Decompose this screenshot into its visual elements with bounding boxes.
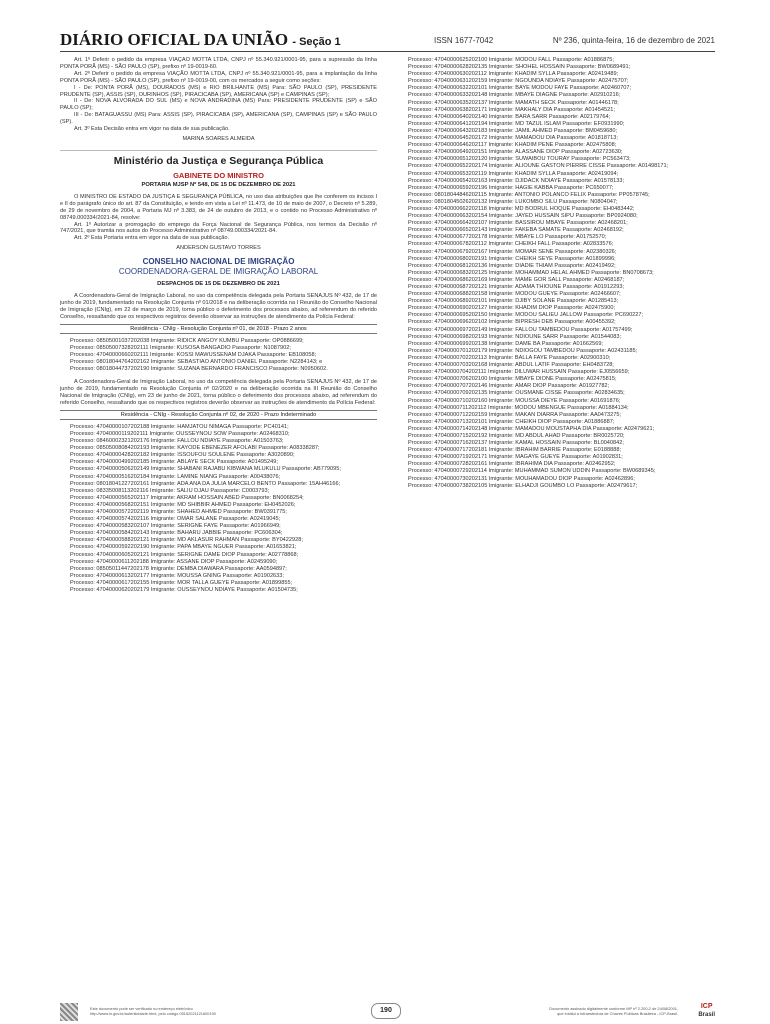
header-divider — [60, 51, 715, 52]
verification-line-2: http://www.in.gov.br/autenticidade.html, pelo código 05152021121600190 — [90, 1011, 216, 1016]
record-entry: Processo: 47040000689202101 Imigrante: DJIBY SOLANE Passaporte: A01285413; — [408, 298, 619, 305]
record-entry: Processo: 47040000706202100 Imigrante: MBAYE DIONE Passaporte: A02475815; — [408, 376, 617, 383]
record-entry: Processo: 47040000660202111 Imigrante: KOSSI MAWUSSENAM DJAKA Passaporte: EB108058; — [70, 351, 317, 358]
record-entry: Processo: 47040000665202143 Imigrante: FAKEBA SAMATE Passaporte: A02468192; — [408, 227, 624, 234]
record-entry: Processo: 47040000704202111 Imigrante: DILUWAR HUSSAIN Passaporte: EJ0556659; — [408, 369, 630, 376]
record-entry: Processo: 47040000730202131 Imigrante: MOUHAMADOU DIOP Passaporte: A02462896; — [408, 475, 635, 482]
record-entry: Processo: 08335008113202116 Imigrante: SALIU DJAU Passaporte: C0003793; — [70, 487, 270, 494]
paragraph: Art. 2º Esta Portaria entra em vigor na data de sua publicação. — [74, 235, 230, 242]
record-entry: Processo: 47040000713202101 Imigrante: CHEIKH DIOP Passaporte: A01886887; — [408, 418, 615, 425]
record-entry: Processo: 47040000632202101 Imigrante: BAYE MODOU FAYE Passaporte: A02460707; — [408, 85, 632, 92]
record-entry: Processo: 47040000613202177 Imigrante: MOUSSA GNING Passaporte: A01902633; — [70, 572, 284, 579]
record-entry: Processo: 47040000611202188 Imigrante: ASSANE DIOP Passaporte: A02459090; — [70, 558, 278, 565]
issn: ISSN 1677-7042 — [434, 36, 494, 45]
record-entry: Processo: 47040000716202137 Imigrante: KAMAL HOSSAIN Passaporte: BL0040842; — [408, 440, 624, 447]
record-entry: Processo: 08505007328202111 Imigrante: KUSOSA BANGADIO Passaporte: N1087902; — [70, 344, 291, 351]
qr-code-icon — [60, 1003, 78, 1021]
record-entry: Processo: 47040000729202114 Imigrante: MUHAMMAD SUMON UDDIN Passaporte: BW0689345; — [408, 468, 656, 475]
record-entry: Processo: 47040000686202169 Imigrante: MAME GOR SALL Passaporte: A02468187; — [408, 276, 625, 283]
record-entry: Processo: 47040000638202171 Imigrante: MAKHALY DIA Passaporte: A01454521; — [408, 106, 615, 113]
record-entry: Processo: 47040000688202158 Imigrante: MODOU GUEYE Passaporte: A02466607; — [408, 291, 621, 298]
record-entry: Processo: 47040000645202172 Imigrante: MAMADOU DIA Passaporte: A01818713; — [408, 135, 618, 142]
record-entry: Processo: 47040000683202125 Imigrante: MOHAMMAD HELAL AHMED Passaporte: BN0708673; — [408, 269, 654, 276]
records-list-3 — [398, 57, 715, 490]
record-entry: Processo: 47040000719202171 Imigrante: MAGAYE GUEYE Passaporte: A01902831; — [408, 454, 623, 461]
coordination-heading: COORDENADORA-GERAL DE IMIGRAÇÃO LABORAL — [118, 267, 319, 277]
paragraph: Art. 2º Deferir o pedido da empresa VIAÇÃO MOTTA LTDA, CNPJ nº 55.340.921/0001-95, para a implantação da linha PONTA PORÃ (MS) - SÃO PAULO (SP), prefixo nº 19-0019-00, com os mercados a seguir como seções: — [60, 70, 377, 84]
newspaper-title — [60, 30, 341, 50]
verification-note — [90, 1006, 216, 1016]
signature-note — [492, 1006, 678, 1016]
paragraph: Art. 1º Deferir o pedido da empresa VIAÇÃO MOTTA LTDA, CNPJ nº 55.340.921/0001-95, para a supressão da linha PONTA PORÃ (MS) - SÃO PAULO (SP), prefixo nº 19-0019-60. — [60, 57, 377, 70]
record-entry: Processo: 47040000698202193 Imigrante: NDIOUNE SARR Passaporte: A01544083; — [408, 333, 622, 340]
record-entry: Processo: 47040000428202182 Imigrante: ISSOUFOU SOULENE Passaporte: A3020890; — [70, 452, 295, 459]
record-entry: Processo: 47040000635202137 Imigrante: MAMATH SECK Passaporte: A01446178; — [408, 99, 619, 106]
icp-sub: Brasil — [698, 1012, 715, 1018]
newspaper-name: DIÁRIO OFICIAL DA UNIÃO — [60, 30, 289, 49]
record-entry: Processo: 08018044764202162 Imigrante: SEBASTIAO ANTONIO DANIEL Passaporte: N2284143; e — [70, 359, 323, 366]
record-entry: Processo: 47040000630202112 Imigrante: KHADIM SYLLA Passaporte: A02419489; — [408, 71, 619, 78]
resolution-box-1: Residência - CNIg - Resolução Conjunta nº 01, de 2018 - Prazo 2 anos — [60, 324, 377, 334]
signature-marina: MARINA SOARES ALMEIDA — [182, 135, 255, 142]
record-entry: Processo: 47040000565202117 Imigrante: AKRAM HOSSAIN ABED Passaporte: BN0068254; — [70, 494, 304, 501]
record-entry: Processo: 47040000628202135 Imigrante: SHOHEL HOSSAIN Passaporte: BW0689491; — [408, 64, 631, 71]
intro-paragraphs — [60, 57, 377, 133]
record-entry: Processo: 08018045026202132 Imigrante: LUKOMBO SILU Passaporte: N0804047; — [408, 198, 618, 205]
record-entry: Processo: 08460002321202176 Imigrante: FALLOU NDIAYE Passaporte: A01503763; — [70, 438, 284, 445]
page-number: 190 — [371, 1003, 401, 1019]
record-entry: Processo: 47040000715202192 Imigrante: MD ABDUL AHAD Passaporte: BR0025720; — [408, 432, 625, 439]
page-header — [60, 30, 715, 50]
record-entry: Processo: 47040000625202100 Imigrante: MODOU FALL Passaporte: A01886875; — [408, 57, 614, 63]
record-entry: Processo: 47040000710202160 Imigrante: MOUSSA DIEYE Passaporte: A01691876; — [408, 397, 621, 404]
record-entry: Processo: 47040000641202194 Imigrante: MD TAZUL ISLAM Passaporte: EF0931990; — [408, 120, 625, 127]
council-heading: CONSELHO NACIONAL DE IMIGRAÇÃO — [142, 257, 295, 267]
record-entry: Processo: 47040000651202120 Imigrante: SUWAIBOU TOURAY Passaporte: PC563473; — [408, 156, 631, 163]
portaria-paragraphs — [60, 194, 377, 242]
record-entry: Processo: 47040000506202149 Imigrante: SHABANI RAJABU KIBWANA MLUKULU Passaporte: AB779095; — [70, 466, 341, 473]
record-entry: Processo: 47040000653202119 Imigrante: KHADIM SYLLA Passaporte: A02419094; — [408, 170, 619, 177]
record-entry: Processo: 47040000617202155 Imigrante: MOR TALLA GUEYE Passaporte: A01899855; — [70, 579, 293, 586]
record-entry: Processo: 47040000646202117 Imigrante: KHADIM PENE Passaporte: A02475808; — [408, 142, 617, 149]
dispatch-paragraph-1: A Coordenadora-Geral de Imigração Laboral, no uso da competência delegada pela Portaria SENAJUS Nº 432, de 17 de junho de 2019, fundamentado na Resolução Conjunta nº 01/2018 e na deliberação ocorrida na I Reunião do Conselho Nacional de Imigração (CNIg), em 22 de março de 2019, torna público o deferimento dos processos abaixo, ad referendum do referido Conselho, ressaltando que os respectivos registros deverão observar as instruções de atendimento da Polícia Federal: — [60, 293, 377, 320]
portaria-title: PORTARIA MJSP Nº 548, DE 15 DE DEZEMBRO DE 2021 — [141, 181, 296, 188]
signature-line-1: Documento assinado digitalmente conforme MP nº 2.200-2 de 24/08/2001, — [549, 1006, 678, 1011]
record-entry: Processo: 47040000663202154 Imigrante: JAYED HUSSAIN SIPU Passaporte: BP0924080; — [408, 213, 638, 220]
records-list-1 — [60, 338, 377, 373]
record-entry: Processo: 47040000678202112 Imigrante: CHEIKH FALL Passaporte: A02833576; — [408, 241, 614, 248]
paragraph: III - De: BATAGUASSU (MS) Para: ASSIS (SP), PIRACICABA (SP), AMERICANA (SP), CAMPINAS (SP) e SÃO PAULO (SP). — [60, 112, 377, 126]
record-entry: Processo: 47040000654202163 Imigrante: DJIDACK NDIAYE Passaporte: A01578133; — [408, 177, 625, 184]
record-entry: Processo: 47040000584202143 Imigrante: BAHARU JABBIE Passaporte: PC606304; — [70, 530, 283, 537]
right-column — [398, 57, 715, 1002]
record-entry: Processo: 47040000631202159 Imigrante: NGOUNDA NDIAYE Passaporte: A02475707; — [408, 78, 629, 85]
paragraph: Art. 3º Esta Decisão entra em vigor na data de sua publicação. — [74, 126, 230, 133]
record-entry: Processo: 47040000681202136 Imigrante: DIADIE THIAM Passaporte: A02419492; — [408, 262, 616, 269]
verification-line-1: Este documento pode ser verificado no endereço eletrônico — [90, 1006, 193, 1011]
page-footer — [60, 1003, 715, 1021]
record-entry: Processo: 47040000707202146 Imigrante: AMAR DIOP Passaporte: A01927782; — [408, 383, 610, 390]
record-entry: Processo: 47040000717202181 Imigrante: IBRAHIM BARRIE Passaporte: E0188888; — [408, 447, 622, 454]
record-entry: Processo: 47040000712202159 Imigrante: MAKAN DIARRA Passaporte: AA0473275; — [408, 411, 622, 418]
record-entry: Processo: 47040000592202190 Imigrante: PAPA MBAYE NGUER Passaporte: A01653821; — [70, 544, 297, 551]
record-entry: Processo: 47040000572202119 Imigrante: SHAHED AHMED Passaporte: BW0391775; — [70, 508, 287, 515]
ministry-heading: Ministério da Justiça e Segurança Pública — [60, 150, 377, 167]
record-entry: Processo: 47040000711202112 Imigrante: MODOU MBENGUE Passaporte: A01884134; — [408, 404, 629, 411]
signature-line-2: que institui a Infraestrutura de Chaves Públicas Brasileira - ICP-Brasil. — [557, 1011, 678, 1016]
record-entry: Processo: 47040000690202127 Imigrante: KHADIM DIOP Passaporte: A02475900; — [408, 305, 615, 312]
record-entry: Processo: 47040000699202138 Imigrante: DAME BA Passaporte: A01662569; — [408, 340, 603, 347]
record-entry: Processo: 47040000702202113 Imigrante: BALLA FAYE Passaporte: A02900310; — [408, 354, 611, 361]
record-entry: Processo: 47040000664202107 Imigrante: BASSIROU MBAYE Passaporte: A02468201; — [408, 220, 628, 227]
paragraph: II - De: NOVA ALVORADA DO SUL (MS) e NOVA ANDRADINA (MS) Para: PRESIDENTE PRUDENTE (SP) e SÃO PAULO (SP); — [60, 98, 377, 112]
record-entry: Processo: 47040000701202179 Imigrante: NDIOGOU TAMBEDOU Passaporte: A02431185; — [408, 347, 638, 354]
record-entry: Processo: 47040000709202135 Imigrante: OUSMANE CISSE Passaporte: A02834635; — [408, 390, 625, 397]
record-entry: Processo: 47040000649202151 Imigrante: ALASSANE DIOP Passaporte: A02723630; — [408, 149, 623, 156]
record-entry: Processo: 47040000620202179 Imigrante: OUSSEYNOU NDIAYE Passaporte: A01504735; — [70, 587, 298, 593]
record-entry: Processo: 08505001037202038 Imigrante: RIDICK ANGOY KUMBU Passaporte: OP0886699; — [70, 337, 304, 344]
record-entry: Processo: 47040000516202184 Imigrante: LAMINE NIANG Passaporte: A00438076; — [70, 473, 281, 480]
paragraph: I - De: PONTA PORÃ (MS), DOURADOS (MS) e RIO BRILHANTE (MS) Para: SÃO PAULO (SP), PRESIDENTE PRUDENTE (SP), ASSIS (SP), OURINHOS (SP), PIRACICABA (SP), AMERICANA (SP) e CAMPINAS (SP); — [60, 84, 377, 98]
record-entry: Processo: 47040000714202148 Imigrante: MAMADOU MOUSTAPHA DIA Passaporte: A02479621; — [408, 425, 655, 432]
record-entry: Processo: 47040000677202178 Imigrante: MBAYE LO Passaporte: A01752570; — [408, 234, 607, 241]
record-entry: Processo: 47040000697202149 Imigrante: FALLOU TAMBEDOU Passaporte: A01757499; — [408, 326, 633, 333]
record-entry: Processo: 47040000703202168 Imigrante: ABDUL LATIF Passaporte: EH0483728; — [408, 362, 614, 369]
section-label: - Seção 1 — [292, 36, 341, 48]
record-entry: Processo: 47040000652202174 Imigrante: ALIOUNE GASTON PIERRE CISSE Passaporte: A01498171; — [408, 163, 669, 170]
icp-brasil-logo-icon — [698, 1003, 715, 1019]
record-entry: Processo: 47040000574202116 Imigrante: OMAR SALANE Passaporte: A02419045; — [70, 516, 281, 523]
record-entry: Processo: 47040000728202161 Imigrante: IBRAHIMA DIA Passaporte: A02462952; — [408, 461, 616, 468]
record-entry: Processo: 47040000687202121 Imigrante: ADAMA THIOUNE Passaporte: A01912293; — [408, 284, 625, 290]
record-entry: Processo: 08018044846202115 Imigrante: ANTONIO POLANCO FELIX Passaporte: PP0578745; — [408, 191, 650, 198]
record-entry: Processo: 47040000679202167 Imigrante: MOMAR SENE Passaporte: A02380326; — [408, 248, 617, 255]
record-entry: Processo: 08505008084202193 Imigrante: KAYODE EBENEZER AFOLABI Passaporte: A08338287; — [70, 445, 320, 452]
record-entry: Processo: 47040000633202148 Imigrante: MBAYE DIAGNE Passaporte: A02910216; — [408, 92, 621, 99]
dispatch-paragraph-2: A Coordenadora-Geral de Imigração Laboral, no uso da competência delegada pela Portaria SENAJUS Nº 432, de 17 de junho de 2019, fundamentado na Resolução Conjunta nº 02/2020 e na deliberação ocorrida na III Reunião do Conselho Nacional de Imigração (CNIg), em 23 de junho de 2021, torna público o deferimento dos processos abaixo, ad referendum do referido Conselho, ressaltando que os respectivos registros deverão observar as instruções de atendimento da Polícia Federal: — [60, 379, 377, 406]
record-entry: Processo: 47040000499202185 Imigrante: ABLAYE SECK Passaporte: A01495249; — [70, 459, 278, 466]
record-entry: Processo: 08505011447202178 Imigrante: DEMBA DIAWARA Passaporte: AA0594897; — [70, 565, 287, 572]
record-entry: Processo: 47040000738202105 Imigrante: ELHADJI GOUMBO LO Passaporte: A02479617; — [408, 482, 638, 489]
record-entry: Processo: 47040000568202151 Imigrante: MD SHIBBIR AHMED Passaporte: EH0452026; — [70, 501, 296, 508]
record-entry: Processo: 47040000588202121 Imigrante: MD AKLASUR RAHMAN Passaporte: BY0422928; — [70, 537, 303, 544]
record-entry: Processo: 47040000605202121 Imigrante: SERIGNE DAME DIOP Passaporte: A02778868; — [70, 551, 299, 558]
icp-mark: ICP — [700, 1003, 713, 1010]
dispatch-title: DESPACHOS DE 15 DE DEZEMBRO DE 2021 — [157, 281, 280, 288]
paragraph: Art. 1º Autorizar a prorrogação do emprego da Força Nacional de Segurança Pública, nos termos da Decisão nº 747/2021, que tramita nos autos do Processo Administrativo nº 08749.000334/2021-84. — [60, 221, 377, 235]
record-entry: Processo: 47040000696202102 Imigrante: BIPRESH DEB Passaporte: A00455392; — [408, 319, 616, 326]
record-entry: Processo: 08018041227202161 Imigrante: ADA ANA DA JULIA MARCELO BENTO Passaporte: 15AH46166; — [70, 480, 341, 487]
record-entry: Processo: 47040000107202188 Imigrante: HAMJATOU NIMAGA Passaporte: PC40141; — [70, 423, 289, 430]
record-entry: Processo: 47040000643202183 Imigrante: JAMIL AHMED Passaporte: BM0459680; — [408, 127, 618, 134]
cabinet-heading: GABINETE DO MINISTRO — [173, 170, 264, 180]
record-entry: Processo: 47040000119202111 Imigrante: OUSSEYNOU SOW Passaporte: A02468310; — [70, 430, 290, 437]
edition-date: Nº 236, quinta-feira, 16 de dezembro de 2021 — [552, 36, 715, 45]
record-entry: Processo: 47040000695202150 Imigrante: MODOU SALIEU JALLOW Passaporte: PC690227; — [408, 312, 644, 319]
records-list-2 — [60, 424, 377, 594]
record-entry: Processo: 47040000659202196 Imigrante: HAGIE KABBA Passaporte: PC650077; — [408, 184, 614, 191]
record-entry: Processo: 47040000680202191 Imigrante: CHEIKH SEYE Passaporte: A01899996; — [408, 255, 616, 262]
record-entry: Processo: 47040000640202140 Imigrante: BARA SARR Passaporte: A02179764; — [408, 113, 611, 120]
record-entry: Processo: 08018044737202190 Imigrante: SUZANA BERNARDO FRANCISCO Passaporte: N0950602. — [70, 366, 328, 373]
resolution-box-2: Residência - CNIg - Resolução Conjunta nº 02, de 2020 - Prazo Indeterminado — [60, 410, 377, 420]
signature-anderson: ANDERSON GUSTAVO TORRES — [176, 245, 261, 252]
record-entry: Processo: 47040000662202118 Imigrante: MD BODRUL HOQUE Passaporte: EH0483442; — [408, 205, 635, 212]
left-column — [60, 57, 377, 1002]
record-entry: Processo: 47040000583202107 Imigrante: SERIGNE FAYE Passaporte: A01966949; — [70, 523, 281, 530]
paragraph: O MINISTRO DE ESTADO DA JUSTIÇA E SEGURANÇA PÚBLICA, no uso das atribuições que lhe conferem os incisos I e II do parágrafo único do art. 87 da Constituição, e tendo em vista a Lei nº 11.473, de 10 de maio de 2007, o Decreto nº 5.289, de 29 de novembro de 2004, a Portaria MJ nº 3.383, de 24 de outubro de 2013, e o contido no Processo Administrativo nº 08749.000334/2021-84, resolve: — [60, 193, 377, 221]
